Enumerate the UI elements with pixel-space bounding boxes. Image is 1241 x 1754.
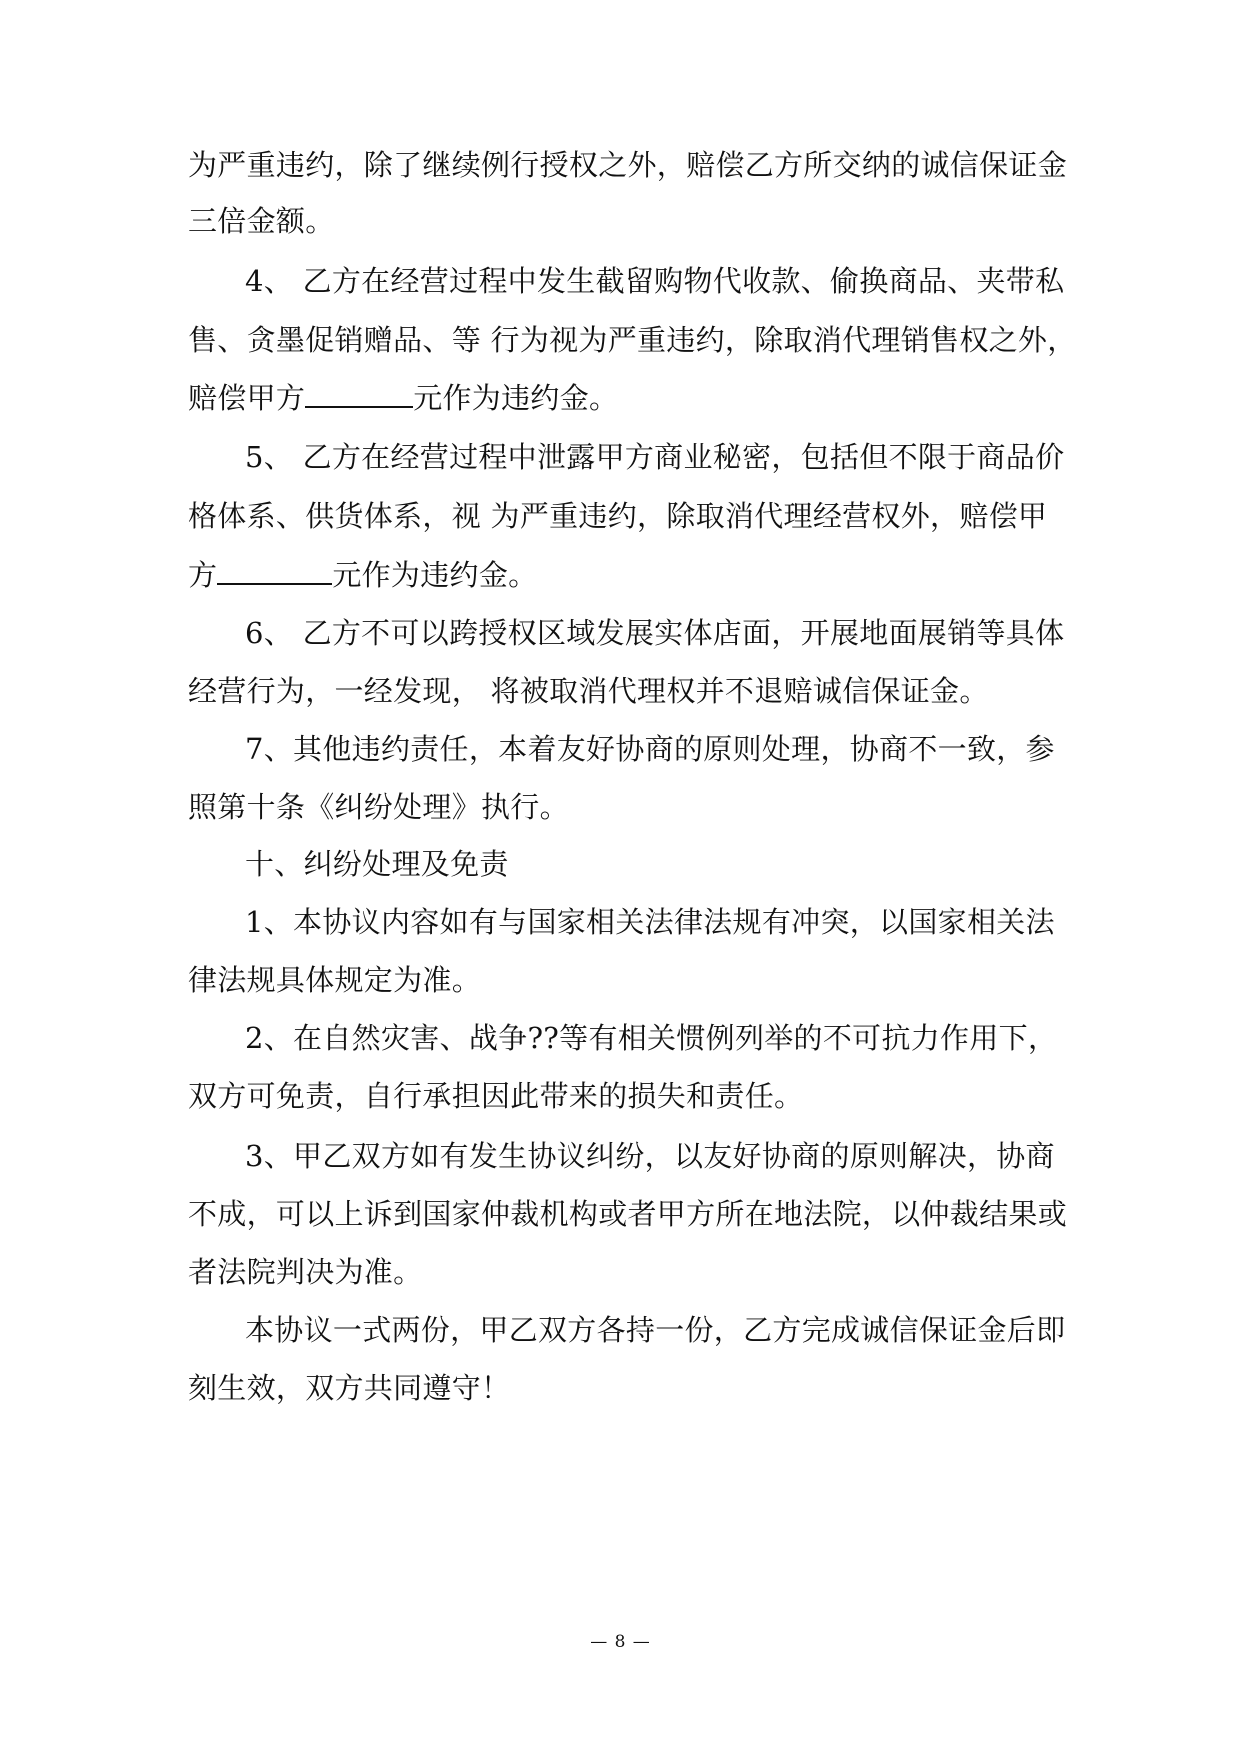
text-line: 经营行为，一经发现， 将被取消代理权并不退赔诚信保证金。	[188, 674, 989, 708]
text-line: 律法规具体规定为准。	[188, 963, 482, 997]
text-fragment: 元作为违约金。	[332, 558, 538, 592]
clause-2-line: 2、在自然灾害、战争??等有相关惯例列举的不可抗力作用下，	[245, 1021, 1058, 1055]
clause-4-line: 4、 乙方在经营过程中发生截留购物代收款、偷换商品、夹带私	[245, 264, 1065, 298]
text-line: 格体系、供货体系，视 为严重违约，除取消代理经营权外，赔偿甲	[188, 499, 1048, 533]
text-line	[188, 555, 1068, 595]
text-line: 刻生效，双方共同遵守！	[188, 1371, 511, 1405]
text-line: 售、贪墨促销赠品、等 行为视为严重违约，除取消代理销售权之外，	[188, 323, 1077, 357]
text-line: 不成，可以上诉到国家仲裁机构或者甲方所在地法院，以仲裁结果或	[188, 1197, 1068, 1231]
text-line: 双方可免责，自行承担因此带来的损失和责任。	[188, 1079, 804, 1113]
fill-in-blank	[305, 405, 413, 408]
text-fragment: 元作为违约金。	[413, 381, 619, 415]
clause-6-line: 6、 乙方不可以跨授权区域发展实体店面，开展地面展销等具体	[245, 616, 1065, 650]
clause-1-line: 1、本协议内容如有与国家相关法律法规有冲突，以国家相关法	[245, 905, 1055, 939]
text-line: 者法院判决为准。	[188, 1255, 423, 1289]
text-fragment: 方	[188, 558, 218, 592]
text-line: 为严重违约，除了继续例行授权之外，赔偿乙方所交纳的诚信保证金	[188, 148, 1068, 182]
text-line: 照第十条《纠纷处理》执行。	[188, 790, 569, 824]
closing-line: 本协议一式两份，甲乙双方各持一份，乙方完成诚信保证金后即	[245, 1313, 1066, 1347]
clause-5-line: 5、 乙方在经营过程中泄露甲方商业秘密，包括但不限于商品价	[245, 440, 1065, 474]
clause-7-line: 7、其他违约责任，本着友好协商的原则处理，协商不一致，参	[245, 732, 1055, 766]
fill-in-blank	[217, 582, 332, 585]
text-fragment: 赔偿甲方	[188, 381, 306, 415]
page-number: — 8 —	[590, 1632, 651, 1652]
text-line: 三倍金额。	[188, 204, 335, 238]
text-line	[188, 378, 1068, 418]
section-heading: 十、纠纷处理及免责	[245, 847, 509, 881]
clause-3-line: 3、甲乙双方如有发生协议纠纷，以友好协商的原则解决，协商	[245, 1139, 1055, 1173]
